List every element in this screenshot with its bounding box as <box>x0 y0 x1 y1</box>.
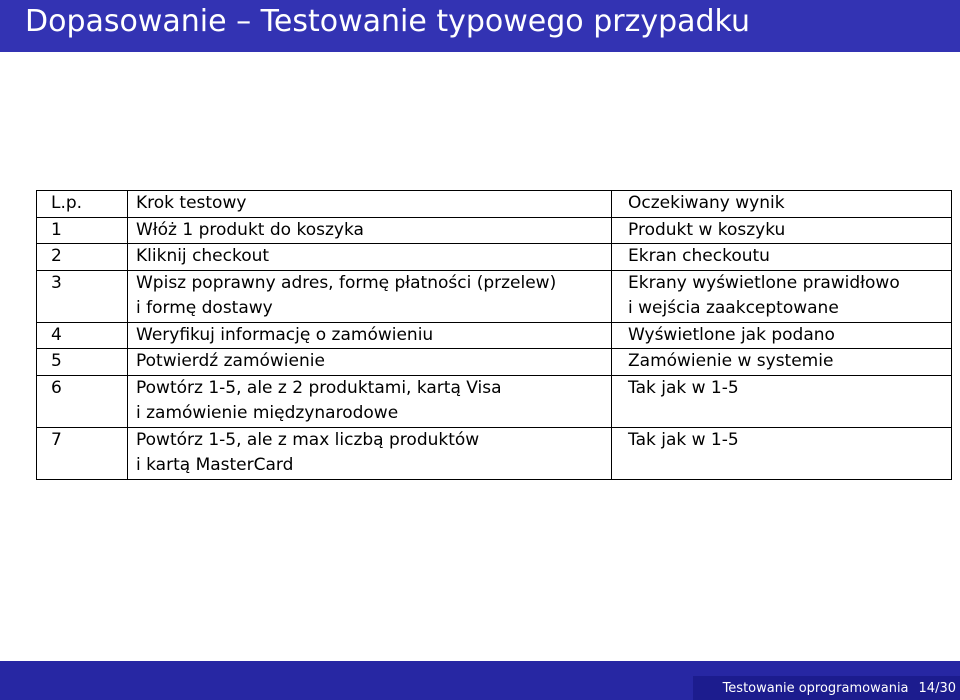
expected-result <box>612 244 952 271</box>
header-result: Oczekiwany wynik <box>612 191 952 218</box>
table-row <box>37 427 952 479</box>
expected-result-line: Zamówienie w systemie <box>628 351 834 371</box>
expected-result-line: Tak jak w 1-5 <box>628 429 739 450</box>
expected-result <box>612 217 952 244</box>
test-step-line: Powtórz 1-5, ale z max liczbą produktów <box>136 429 480 450</box>
table-row <box>37 244 952 271</box>
expected-result-line: i wejścia zaakceptowane <box>628 298 839 318</box>
table-row <box>37 270 952 322</box>
header-lp: L.p. <box>37 191 128 218</box>
expected-result <box>612 270 952 322</box>
expected-result-line: Tak jak w 1-5 <box>628 377 739 398</box>
expected-result-line: Produkt w koszyku <box>628 219 786 240</box>
footer-course-title: Testowanie oprogramowania <box>722 681 909 696</box>
table-body <box>37 217 952 479</box>
test-step-line: Potwierdź zamówienie <box>136 351 325 371</box>
row-number: 7 <box>37 427 128 479</box>
expected-result <box>612 322 952 349</box>
table-row <box>37 349 952 376</box>
row-number: 5 <box>37 349 128 376</box>
test-case-table <box>36 190 952 480</box>
page-number: 14/30 <box>918 681 956 696</box>
expected-result-line: Wyświetlone jak podano <box>628 324 835 345</box>
test-step-line: i formę dostawy <box>136 298 273 318</box>
header-step: Krok testowy <box>128 191 612 218</box>
test-step <box>128 217 612 244</box>
test-step <box>128 270 612 322</box>
test-step <box>128 322 612 349</box>
table-header-row <box>37 191 952 218</box>
table-row <box>37 217 952 244</box>
expected-result <box>612 349 952 376</box>
table-row <box>37 322 952 349</box>
row-number: 3 <box>37 270 128 322</box>
test-step-line: Weryfikuj informację o zamówieniu <box>136 324 434 345</box>
row-number: 1 <box>37 217 128 244</box>
test-step <box>128 375 612 427</box>
test-step-line: Kliknij checkout <box>136 246 270 266</box>
test-step-line: Wpisz poprawny adres, formę płatności (przelew) <box>136 272 557 293</box>
footer <box>723 680 956 698</box>
expected-result-line: Ekran checkoutu <box>628 246 770 266</box>
row-number: 4 <box>37 322 128 349</box>
expected-result-line: Ekrany wyświetlone prawidłowo <box>628 272 900 293</box>
row-number: 6 <box>37 375 128 427</box>
title-bar <box>0 0 960 52</box>
test-step <box>128 349 612 376</box>
test-step <box>128 427 612 479</box>
test-step-line: Włóż 1 produkt do koszyka <box>136 219 364 240</box>
test-step-line: i zamówienie międzynarodowe <box>136 403 399 423</box>
row-number: 2 <box>37 244 128 271</box>
table-row <box>37 375 952 427</box>
expected-result <box>612 375 952 427</box>
test-step-line: Powtórz 1-5, ale z 2 produktami, kartą Visa <box>136 377 502 398</box>
test-step-line: i kartą MasterCard <box>136 455 294 475</box>
expected-result <box>612 427 952 479</box>
slide-title: Dopasowanie – Testowanie typowego przypadku <box>25 4 751 39</box>
test-step <box>128 244 612 271</box>
